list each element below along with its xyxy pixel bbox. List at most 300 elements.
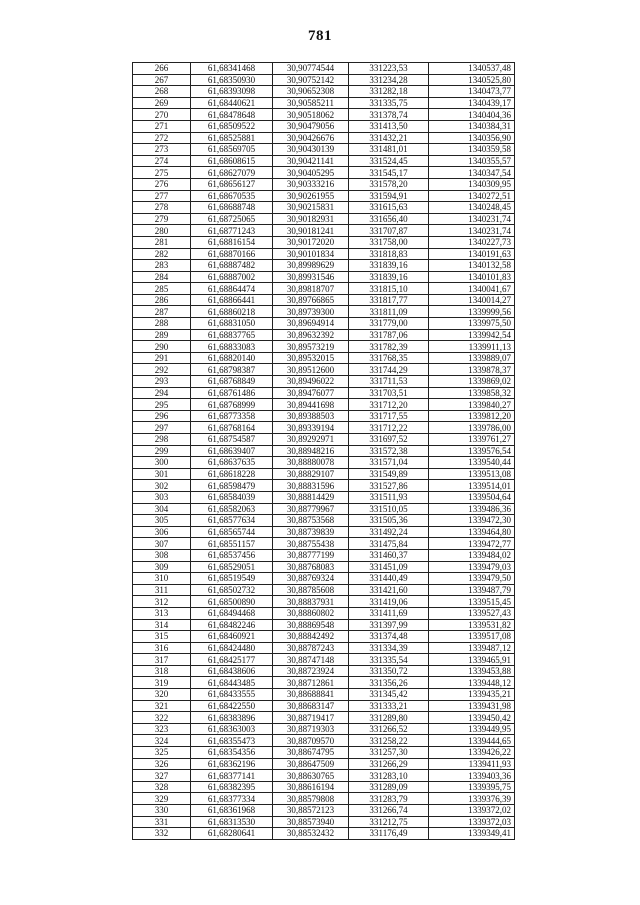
x-coordinate-cell: 331350,72 — [349, 665, 429, 677]
longitude-cell: 30,88814429 — [273, 491, 349, 503]
table-row — [133, 190, 515, 202]
point-number-cell: 288 — [133, 318, 191, 330]
latitude-cell: 61,68608615 — [191, 155, 273, 167]
table-row — [133, 341, 515, 353]
x-coordinate-cell: 331451,09 — [349, 561, 429, 573]
longitude-cell: 30,88869548 — [273, 619, 349, 631]
longitude-cell: 30,88532432 — [273, 828, 349, 840]
longitude-cell: 30,88709570 — [273, 735, 349, 747]
point-number-cell: 287 — [133, 306, 191, 318]
x-coordinate-cell: 331839,16 — [349, 271, 429, 283]
table-row — [133, 561, 515, 573]
point-number-cell: 295 — [133, 399, 191, 411]
point-number-cell: 329 — [133, 793, 191, 805]
longitude-cell: 30,89766865 — [273, 294, 349, 306]
point-number-cell: 268 — [133, 86, 191, 98]
table-row — [133, 364, 515, 376]
longitude-cell: 30,90479056 — [273, 120, 349, 132]
y-coordinate-cell: 1339514,01 — [429, 480, 515, 492]
y-coordinate-cell: 1339786,00 — [429, 422, 515, 434]
y-coordinate-cell: 1340272,51 — [429, 190, 515, 202]
point-number-cell: 319 — [133, 677, 191, 689]
table-row — [133, 503, 515, 515]
point-number-cell: 302 — [133, 480, 191, 492]
x-coordinate-cell: 331527,86 — [349, 480, 429, 492]
latitude-cell: 61,68656127 — [191, 178, 273, 190]
x-coordinate-cell: 331492,24 — [349, 526, 429, 538]
x-coordinate-cell: 331176,49 — [349, 828, 429, 840]
longitude-cell: 30,88837931 — [273, 596, 349, 608]
point-number-cell: 327 — [133, 770, 191, 782]
longitude-cell: 30,90774544 — [273, 63, 349, 75]
latitude-cell: 61,68837765 — [191, 329, 273, 341]
x-coordinate-cell: 331475,84 — [349, 538, 429, 550]
x-coordinate-cell: 331578,20 — [349, 178, 429, 190]
table-row — [133, 260, 515, 272]
coordinates-table-body — [133, 63, 515, 840]
x-coordinate-cell: 331615,63 — [349, 202, 429, 214]
table-row — [133, 573, 515, 585]
table-row — [133, 642, 515, 654]
y-coordinate-cell: 1339431,98 — [429, 700, 515, 712]
table-row — [133, 74, 515, 86]
longitude-cell: 30,89441698 — [273, 399, 349, 411]
longitude-cell: 30,89512600 — [273, 364, 349, 376]
latitude-cell: 61,68598479 — [191, 480, 273, 492]
x-coordinate-cell: 331289,80 — [349, 712, 429, 724]
x-coordinate-cell: 331571,04 — [349, 457, 429, 469]
y-coordinate-cell: 1339376,39 — [429, 793, 515, 805]
latitude-cell: 61,68313530 — [191, 816, 273, 828]
y-coordinate-cell: 1340041,67 — [429, 283, 515, 295]
latitude-cell: 61,68551157 — [191, 538, 273, 550]
x-coordinate-cell: 331717,55 — [349, 410, 429, 422]
latitude-cell: 61,68519549 — [191, 573, 273, 585]
point-number-cell: 267 — [133, 74, 191, 86]
table-row — [133, 294, 515, 306]
x-coordinate-cell: 331818,83 — [349, 248, 429, 260]
latitude-cell: 61,68443485 — [191, 677, 273, 689]
x-coordinate-cell: 331481,01 — [349, 144, 429, 156]
longitude-cell: 30,88573940 — [273, 816, 349, 828]
coordinates-table — [132, 62, 515, 840]
table-row — [133, 468, 515, 480]
longitude-cell: 30,88647509 — [273, 758, 349, 770]
latitude-cell: 61,68637635 — [191, 457, 273, 469]
point-number-cell: 281 — [133, 236, 191, 248]
table-row — [133, 410, 515, 422]
longitude-cell: 30,88831596 — [273, 480, 349, 492]
x-coordinate-cell: 331335,75 — [349, 97, 429, 109]
point-number-cell: 306 — [133, 526, 191, 538]
longitude-cell: 30,88880078 — [273, 457, 349, 469]
y-coordinate-cell: 1339449,95 — [429, 723, 515, 735]
longitude-cell: 30,90430139 — [273, 144, 349, 156]
latitude-cell: 61,68525881 — [191, 132, 273, 144]
table-row — [133, 828, 515, 840]
longitude-cell: 30,90101834 — [273, 248, 349, 260]
point-number-cell: 286 — [133, 294, 191, 306]
latitude-cell: 61,68529051 — [191, 561, 273, 573]
y-coordinate-cell: 1339472,77 — [429, 538, 515, 550]
point-number-cell: 290 — [133, 341, 191, 353]
table-row — [133, 515, 515, 527]
longitude-cell: 30,90181241 — [273, 225, 349, 237]
table-row — [133, 202, 515, 214]
y-coordinate-cell: 1340359,58 — [429, 144, 515, 156]
latitude-cell: 61,68565744 — [191, 526, 273, 538]
x-coordinate-cell: 331335,54 — [349, 654, 429, 666]
latitude-cell: 61,68870166 — [191, 248, 273, 260]
y-coordinate-cell: 1339576,54 — [429, 445, 515, 457]
latitude-cell: 61,68831050 — [191, 318, 273, 330]
point-number-cell: 316 — [133, 642, 191, 654]
x-coordinate-cell: 331257,30 — [349, 747, 429, 759]
y-coordinate-cell: 1339450,42 — [429, 712, 515, 724]
latitude-cell: 61,68502732 — [191, 584, 273, 596]
longitude-cell: 30,89292971 — [273, 434, 349, 446]
latitude-cell: 61,68509522 — [191, 120, 273, 132]
latitude-cell: 61,68494468 — [191, 607, 273, 619]
longitude-cell: 30,90333216 — [273, 178, 349, 190]
longitude-cell: 30,88829107 — [273, 468, 349, 480]
x-coordinate-cell: 331839,16 — [349, 260, 429, 272]
latitude-cell: 61,68425177 — [191, 654, 273, 666]
table-row — [133, 318, 515, 330]
latitude-cell: 61,68383896 — [191, 712, 273, 724]
point-number-cell: 289 — [133, 329, 191, 341]
longitude-cell: 30,88747148 — [273, 654, 349, 666]
x-coordinate-cell: 331460,37 — [349, 549, 429, 561]
longitude-cell: 30,90215831 — [273, 202, 349, 214]
x-coordinate-cell: 331572,38 — [349, 445, 429, 457]
x-coordinate-cell: 331282,18 — [349, 86, 429, 98]
point-number-cell: 312 — [133, 596, 191, 608]
x-coordinate-cell: 331782,39 — [349, 341, 429, 353]
latitude-cell: 61,68771243 — [191, 225, 273, 237]
point-number-cell: 310 — [133, 573, 191, 585]
table-row — [133, 109, 515, 121]
table-row — [133, 213, 515, 225]
y-coordinate-cell: 1339840,27 — [429, 399, 515, 411]
table-row — [133, 793, 515, 805]
longitude-cell: 30,89476077 — [273, 387, 349, 399]
y-coordinate-cell: 1339453,88 — [429, 665, 515, 677]
longitude-cell: 30,88579808 — [273, 793, 349, 805]
longitude-cell: 30,88616194 — [273, 781, 349, 793]
point-number-cell: 324 — [133, 735, 191, 747]
table-row — [133, 434, 515, 446]
longitude-cell: 30,89694914 — [273, 318, 349, 330]
x-coordinate-cell: 331524,45 — [349, 155, 429, 167]
point-number-cell: 285 — [133, 283, 191, 295]
y-coordinate-cell: 1339975,50 — [429, 318, 515, 330]
longitude-cell: 30,88777199 — [273, 549, 349, 561]
longitude-cell: 30,89496022 — [273, 376, 349, 388]
table-row — [133, 758, 515, 770]
point-number-cell: 301 — [133, 468, 191, 480]
latitude-cell: 61,68768164 — [191, 422, 273, 434]
y-coordinate-cell: 1339540,44 — [429, 457, 515, 469]
y-coordinate-cell: 1340231,74 — [429, 213, 515, 225]
latitude-cell: 61,68280641 — [191, 828, 273, 840]
y-coordinate-cell: 1339486,36 — [429, 503, 515, 515]
y-coordinate-cell: 1340132,58 — [429, 260, 515, 272]
y-coordinate-cell: 1340355,57 — [429, 155, 515, 167]
latitude-cell: 61,68440621 — [191, 97, 273, 109]
latitude-cell: 61,68354356 — [191, 747, 273, 759]
x-coordinate-cell: 331811,09 — [349, 306, 429, 318]
x-coordinate-cell: 331711,53 — [349, 376, 429, 388]
x-coordinate-cell: 331787,06 — [349, 329, 429, 341]
point-number-cell: 270 — [133, 109, 191, 121]
table-row — [133, 132, 515, 144]
point-number-cell: 294 — [133, 387, 191, 399]
latitude-cell: 61,68725065 — [191, 213, 273, 225]
longitude-cell: 30,88768083 — [273, 561, 349, 573]
y-coordinate-cell: 1340231,74 — [429, 225, 515, 237]
longitude-cell: 30,89931546 — [273, 271, 349, 283]
point-number-cell: 323 — [133, 723, 191, 735]
point-number-cell: 293 — [133, 376, 191, 388]
latitude-cell: 61,68377141 — [191, 770, 273, 782]
point-number-cell: 272 — [133, 132, 191, 144]
point-number-cell: 315 — [133, 631, 191, 643]
latitude-cell: 61,68670535 — [191, 190, 273, 202]
longitude-cell: 30,88719303 — [273, 723, 349, 735]
longitude-cell: 30,89532015 — [273, 352, 349, 364]
x-coordinate-cell: 331266,52 — [349, 723, 429, 735]
table-row — [133, 457, 515, 469]
latitude-cell: 61,68377334 — [191, 793, 273, 805]
page-number: 781 — [308, 28, 332, 44]
table-row — [133, 549, 515, 561]
x-coordinate-cell: 331374,48 — [349, 631, 429, 643]
point-number-cell: 282 — [133, 248, 191, 260]
latitude-cell: 61,68341468 — [191, 63, 273, 75]
table-row — [133, 271, 515, 283]
y-coordinate-cell: 1339527,43 — [429, 607, 515, 619]
table-row — [133, 747, 515, 759]
latitude-cell: 61,68361968 — [191, 805, 273, 817]
y-coordinate-cell: 1340537,48 — [429, 63, 515, 75]
latitude-cell: 61,68537456 — [191, 549, 273, 561]
table-row — [133, 283, 515, 295]
y-coordinate-cell: 1339395,75 — [429, 781, 515, 793]
point-number-cell: 271 — [133, 120, 191, 132]
y-coordinate-cell: 1339999,56 — [429, 306, 515, 318]
x-coordinate-cell: 331397,99 — [349, 619, 429, 631]
point-number-cell: 296 — [133, 410, 191, 422]
y-coordinate-cell: 1339812,20 — [429, 410, 515, 422]
latitude-cell: 61,68582063 — [191, 503, 273, 515]
point-number-cell: 280 — [133, 225, 191, 237]
latitude-cell: 61,68355473 — [191, 735, 273, 747]
y-coordinate-cell: 1339372,02 — [429, 805, 515, 817]
y-coordinate-cell: 1340309,95 — [429, 178, 515, 190]
point-number-cell: 291 — [133, 352, 191, 364]
y-coordinate-cell: 1339911,13 — [429, 341, 515, 353]
x-coordinate-cell: 331440,49 — [349, 573, 429, 585]
y-coordinate-cell: 1340014,27 — [429, 294, 515, 306]
x-coordinate-cell: 331432,21 — [349, 132, 429, 144]
y-coordinate-cell: 1339515,45 — [429, 596, 515, 608]
longitude-cell: 30,90182931 — [273, 213, 349, 225]
point-number-cell: 269 — [133, 97, 191, 109]
point-number-cell: 278 — [133, 202, 191, 214]
latitude-cell: 61,68820140 — [191, 352, 273, 364]
latitude-cell: 61,68833083 — [191, 341, 273, 353]
table-row — [133, 329, 515, 341]
x-coordinate-cell: 331289,09 — [349, 781, 429, 793]
latitude-cell: 61,68478648 — [191, 109, 273, 121]
table-row — [133, 677, 515, 689]
table-row — [133, 352, 515, 364]
table-row — [133, 723, 515, 735]
x-coordinate-cell: 331234,28 — [349, 74, 429, 86]
table-row — [133, 376, 515, 388]
x-coordinate-cell: 331419,06 — [349, 596, 429, 608]
x-coordinate-cell: 331549,89 — [349, 468, 429, 480]
latitude-cell: 61,68688748 — [191, 202, 273, 214]
table-row — [133, 387, 515, 399]
point-number-cell: 283 — [133, 260, 191, 272]
table-row — [133, 480, 515, 492]
point-number-cell: 307 — [133, 538, 191, 550]
latitude-cell: 61,68382395 — [191, 781, 273, 793]
latitude-cell: 61,68754587 — [191, 434, 273, 446]
longitude-cell: 30,89339194 — [273, 422, 349, 434]
table-row — [133, 596, 515, 608]
x-coordinate-cell: 331545,17 — [349, 167, 429, 179]
y-coordinate-cell: 1340347,54 — [429, 167, 515, 179]
longitude-cell: 30,89739300 — [273, 306, 349, 318]
point-number-cell: 321 — [133, 700, 191, 712]
longitude-cell: 30,90421141 — [273, 155, 349, 167]
point-number-cell: 297 — [133, 422, 191, 434]
table-row — [133, 735, 515, 747]
y-coordinate-cell: 1339465,91 — [429, 654, 515, 666]
latitude-cell: 61,68866441 — [191, 294, 273, 306]
table-row — [133, 225, 515, 237]
y-coordinate-cell: 1340356,90 — [429, 132, 515, 144]
y-coordinate-cell: 1339761,27 — [429, 434, 515, 446]
x-coordinate-cell: 331712,22 — [349, 422, 429, 434]
longitude-cell: 30,88779967 — [273, 503, 349, 515]
table-row — [133, 781, 515, 793]
y-coordinate-cell: 1340439,17 — [429, 97, 515, 109]
latitude-cell: 61,68773358 — [191, 410, 273, 422]
table-row — [133, 654, 515, 666]
point-number-cell: 304 — [133, 503, 191, 515]
table-row — [133, 97, 515, 109]
point-number-cell: 276 — [133, 178, 191, 190]
y-coordinate-cell: 1339372,03 — [429, 816, 515, 828]
x-coordinate-cell: 331378,74 — [349, 109, 429, 121]
x-coordinate-cell: 331223,53 — [349, 63, 429, 75]
point-number-cell: 284 — [133, 271, 191, 283]
table-row — [133, 805, 515, 817]
longitude-cell: 30,89573219 — [273, 341, 349, 353]
y-coordinate-cell: 1340191,63 — [429, 248, 515, 260]
latitude-cell: 61,68422550 — [191, 700, 273, 712]
table-row — [133, 155, 515, 167]
longitude-cell: 30,88712861 — [273, 677, 349, 689]
table-row — [133, 445, 515, 457]
y-coordinate-cell: 1339403,36 — [429, 770, 515, 782]
table-row — [133, 689, 515, 701]
y-coordinate-cell: 1340473,77 — [429, 86, 515, 98]
latitude-cell: 61,68460921 — [191, 631, 273, 643]
longitude-cell: 30,88755438 — [273, 538, 349, 550]
point-number-cell: 325 — [133, 747, 191, 759]
x-coordinate-cell: 331712,20 — [349, 399, 429, 411]
point-number-cell: 299 — [133, 445, 191, 457]
y-coordinate-cell: 1339444,65 — [429, 735, 515, 747]
latitude-cell: 61,68362196 — [191, 758, 273, 770]
y-coordinate-cell: 1339435,21 — [429, 689, 515, 701]
latitude-cell: 61,68887482 — [191, 260, 273, 272]
latitude-cell: 61,68627079 — [191, 167, 273, 179]
table-row — [133, 167, 515, 179]
table-row — [133, 144, 515, 156]
point-number-cell: 309 — [133, 561, 191, 573]
y-coordinate-cell: 1340248,45 — [429, 202, 515, 214]
table-row — [133, 712, 515, 724]
x-coordinate-cell: 331656,40 — [349, 213, 429, 225]
y-coordinate-cell: 1339889,07 — [429, 352, 515, 364]
latitude-cell: 61,68482246 — [191, 619, 273, 631]
point-number-cell: 332 — [133, 828, 191, 840]
table-row — [133, 178, 515, 190]
x-coordinate-cell: 331768,35 — [349, 352, 429, 364]
table-row — [133, 491, 515, 503]
longitude-cell: 30,88719417 — [273, 712, 349, 724]
longitude-cell: 30,90518062 — [273, 109, 349, 121]
latitude-cell: 61,68500890 — [191, 596, 273, 608]
y-coordinate-cell: 1339517,08 — [429, 631, 515, 643]
point-number-cell: 320 — [133, 689, 191, 701]
longitude-cell: 30,88630765 — [273, 770, 349, 782]
table-row — [133, 619, 515, 631]
latitude-cell: 61,68816154 — [191, 236, 273, 248]
latitude-cell: 61,68424480 — [191, 642, 273, 654]
latitude-cell: 61,68433555 — [191, 689, 273, 701]
longitude-cell: 30,88688841 — [273, 689, 349, 701]
longitude-cell: 30,88787243 — [273, 642, 349, 654]
point-number-cell: 330 — [133, 805, 191, 817]
y-coordinate-cell: 1339942,54 — [429, 329, 515, 341]
table-row — [133, 538, 515, 550]
latitude-cell: 61,68584039 — [191, 491, 273, 503]
point-number-cell: 279 — [133, 213, 191, 225]
y-coordinate-cell: 1339878,37 — [429, 364, 515, 376]
longitude-cell: 30,88723924 — [273, 665, 349, 677]
point-number-cell: 311 — [133, 584, 191, 596]
table-row — [133, 770, 515, 782]
longitude-cell: 30,89388503 — [273, 410, 349, 422]
table-row — [133, 607, 515, 619]
x-coordinate-cell: 331594,91 — [349, 190, 429, 202]
latitude-cell: 61,68798387 — [191, 364, 273, 376]
point-number-cell: 317 — [133, 654, 191, 666]
x-coordinate-cell: 331758,00 — [349, 236, 429, 248]
point-number-cell: 313 — [133, 607, 191, 619]
table-row — [133, 236, 515, 248]
latitude-cell: 61,68887002 — [191, 271, 273, 283]
table-row — [133, 248, 515, 260]
y-coordinate-cell: 1339858,32 — [429, 387, 515, 399]
